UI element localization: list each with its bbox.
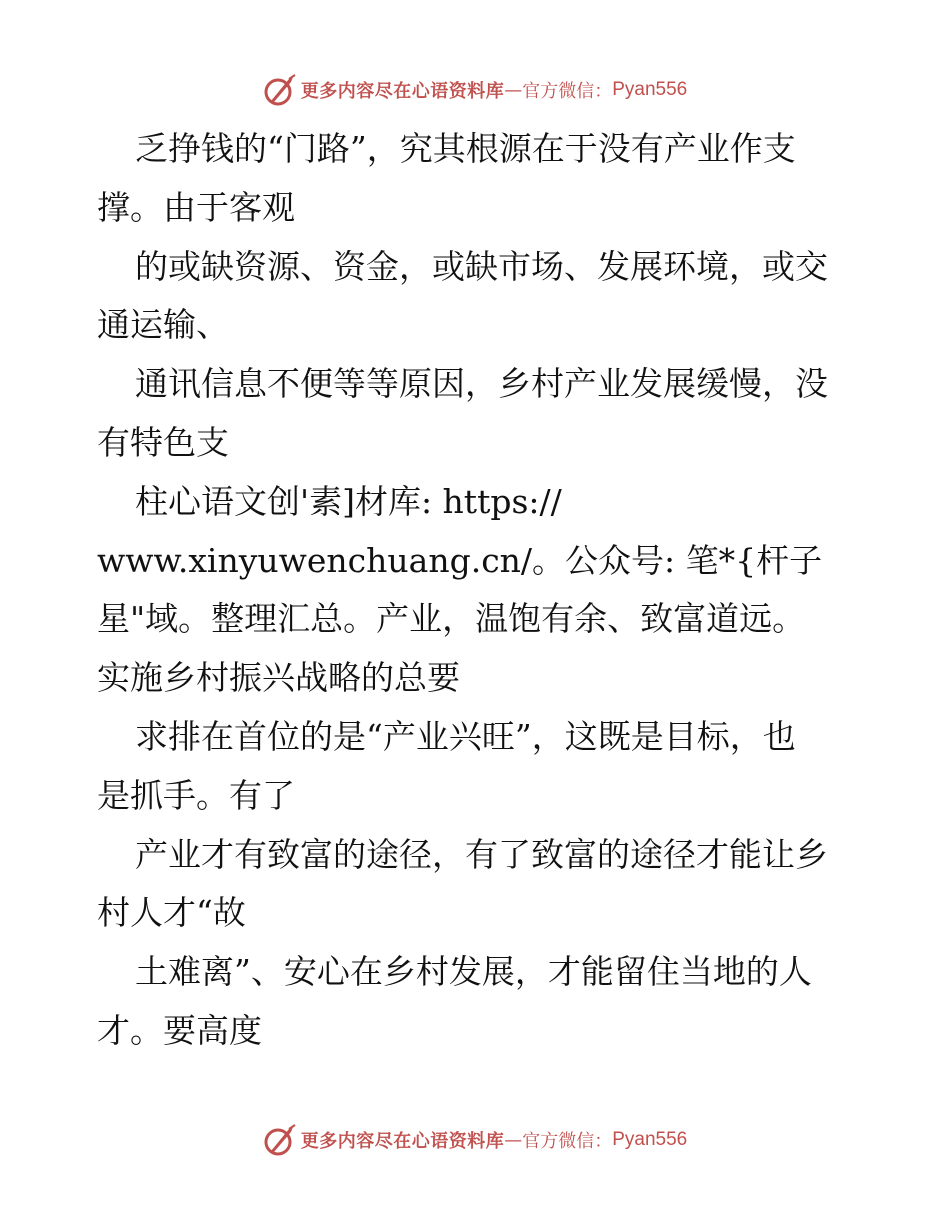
footer-banner (0, 1120, 950, 1160)
text-line: www.xinyuwenchuang.cn/。公众号: 笔*{杆子 (97, 540, 823, 580)
text-line: 通讯信息不便等等原因，乡村产业发展缓慢，没 (135, 364, 828, 404)
banner-wechat-label: 官方微信： (522, 81, 613, 102)
text-line: 有特色支 (97, 422, 229, 462)
quill-logo-icon (263, 1123, 297, 1157)
text-line: 通运输、 (97, 305, 229, 345)
banner-wechat-id: Pyan556 (612, 79, 688, 100)
banner-title: 更多内容尽在心语资料库 (300, 1131, 505, 1152)
text-line: 才。要高度 (97, 1010, 262, 1050)
text-line: 实施乡村振兴战略的总要 (97, 658, 460, 698)
banner-wechat-label: 官方微信： (522, 1131, 613, 1152)
header-banner (0, 70, 950, 110)
text-line: 求排在首位的是“产业兴旺”，这既是目标，也 (135, 716, 796, 756)
text-line: 乏挣钱的“门路”，究其根源在于没有产业作支 (135, 129, 796, 168)
text-line: 土难离”、安心在乡村发展，才能留住当地的人 (135, 952, 812, 992)
text-line: 村人才“故 (97, 893, 246, 933)
text-line: 是抓手。有了 (97, 775, 295, 815)
banner-separator: — (504, 1129, 523, 1151)
quill-logo-icon (263, 73, 297, 107)
text-line: 撑。由于客观 (97, 187, 295, 227)
text-line: 柱心语文创'素]材库: https:// (135, 481, 562, 521)
text-line: 星"域。整理汇总。产业，温饱有余、致富道远。 (97, 599, 806, 639)
banner-title: 更多内容尽在心语资料库 (300, 81, 505, 102)
banner-separator: — (504, 79, 523, 101)
banner-wechat-id: Pyan556 (612, 1129, 688, 1150)
document-body (97, 120, 857, 1061)
text-line: 的或缺资源、资金，或缺市场、发展环境，或交 (135, 246, 828, 286)
text-line: 产业才有致富的途径，有了致富的途径才能让乡 (135, 834, 828, 874)
